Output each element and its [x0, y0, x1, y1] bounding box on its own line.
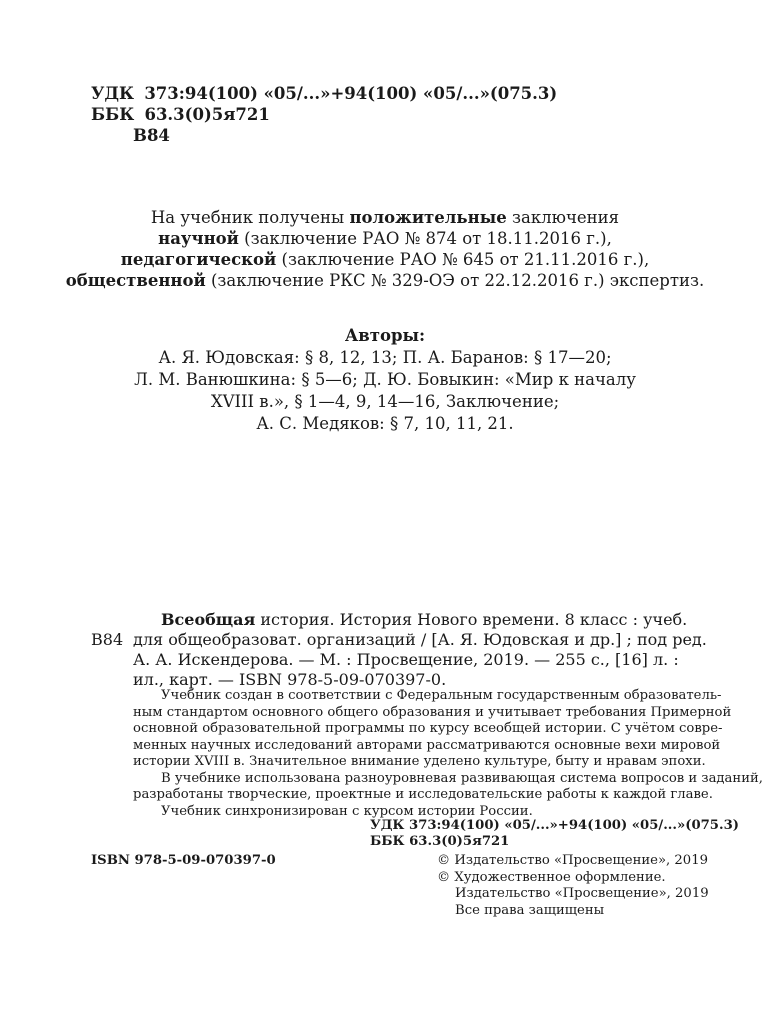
top-udk-value: 373:94(100) «05/...»+94(100) «05/...»(075.3) — [144, 84, 558, 103]
annotation-line: менных научных исследований авторами рассматриваются основные вехи мировой — [133, 737, 721, 753]
approvals-line-3-rest: (заключение РАО № 645 от 21.11.2016 г.), — [281, 250, 650, 269]
top-bbk-label: ББК — [91, 105, 135, 124]
top-author-mark — [133, 126, 170, 146]
catalog-mark: В84 — [91, 630, 124, 649]
approvals-line-3 — [60, 250, 710, 271]
bottom-bbk-text: ББК 63.3(0)5я721 — [370, 834, 510, 849]
catalog-line-4: ил., карт. — ISBN 978-5-09-070397-0. — [133, 670, 447, 689]
authors-heading — [60, 326, 710, 348]
authors-line-2: Л. М. Ванюшкина: § 5—6; Д. Ю. Бовыкин: «Мир к началу — [134, 370, 636, 389]
approvals-line-1-bold: положительные — [349, 208, 507, 227]
catalog-title-bold: Всеобщая — [161, 610, 256, 629]
catalog-line-3: А. А. Искендерова. — М. : Просвещение, 2019. — 255 с., [16] л. : — [133, 650, 679, 669]
copyright-line-3: Издательство «Просвещение», 2019 — [455, 886, 709, 901]
annotation-line: Учебник синхронизирован с курсом истории России. — [161, 803, 533, 819]
approvals-line-1-pre: На учебник получены — [150, 208, 345, 227]
authors-line-1: А. Я. Юдовская: § 8, 12, 13; П. А. Баранов: § 17—20; — [158, 348, 612, 367]
bottom-bbk — [370, 834, 509, 851]
annotation-line: Учебник создан в соответствии с Федеральным государственным образователь- — [161, 688, 722, 703]
approvals-line-2-rest: (заключение РАО № 874 от 18.11.2016 г.), — [244, 229, 612, 248]
annotation-line: разработаны творческие, проектные и исследовательские работы к каждой главе. — [133, 787, 713, 802]
annotation-line: В учебнике использована разноуровневая развивающая система вопросов и заданий, — [161, 770, 763, 786]
approvals-line-3-bold: педагогической — [120, 250, 277, 269]
approvals-line-2-bold: научной — [158, 229, 239, 248]
bottom-udk-text: УДК 373:94(100) «05/...»+94(100) «05/...»(075.3) — [370, 818, 739, 833]
approvals-line-4-bold: общественной — [65, 271, 206, 290]
catalog-entry — [133, 610, 707, 690]
approvals-line-1 — [60, 208, 710, 229]
authors-line-3: XVIII в.», § 1—4, 9, 14—16, Заключение; — [210, 392, 560, 411]
catalog-line-2: для общеобразоват. организаций / [А. Я. Юдовская и др.] ; под ред. — [133, 630, 707, 649]
top-author-mark-text: В84 — [133, 126, 170, 145]
copyright — [437, 853, 709, 919]
annotation-line: ным стандартом основного общего образования и учитывает требования Примерной — [133, 704, 732, 720]
approvals-block — [60, 208, 710, 292]
top-bbk — [91, 105, 270, 125]
approvals-line-1-post: заключения — [511, 208, 620, 227]
catalog-line-1-rest: история. История Нового времени. 8 класс : учеб. — [260, 610, 688, 629]
top-udk-label: УДК — [91, 84, 135, 103]
bottom-udk — [370, 818, 739, 835]
copyright-line-2: © Художественное оформление. — [437, 869, 666, 885]
annotation-line: основной образовательной программы по курсу всеобщей истории. С учётом совре- — [133, 721, 723, 736]
top-bbk-value: 63.3(0)5я721 — [144, 105, 270, 124]
annotation-line: истории XVIII в. Значительное внимание уделено культуре, быту и нравам эпохи. — [133, 754, 706, 769]
approvals-line-2 — [60, 229, 710, 250]
authors-heading-text: Авторы: — [344, 326, 426, 345]
approvals-line-4-rest: (заключение РКС № 329-ОЭ от 22.12.2016 г.) экспертиз. — [210, 271, 705, 290]
catalog-line-1 — [161, 610, 707, 630]
authors-line-4: А. С. Медяков: § 7, 10, 11, 21. — [256, 414, 514, 433]
annotation — [133, 688, 763, 820]
authors-block — [60, 326, 710, 436]
isbn-text: ISBN 978-5-09-070397-0 — [91, 853, 276, 868]
approvals-line-4 — [60, 271, 710, 292]
copyright-line-4: Все права защищены — [455, 902, 605, 918]
top-udk — [91, 84, 557, 104]
copyright-line-1: © Издательство «Просвещение», 2019 — [437, 853, 708, 868]
isbn — [91, 853, 276, 870]
